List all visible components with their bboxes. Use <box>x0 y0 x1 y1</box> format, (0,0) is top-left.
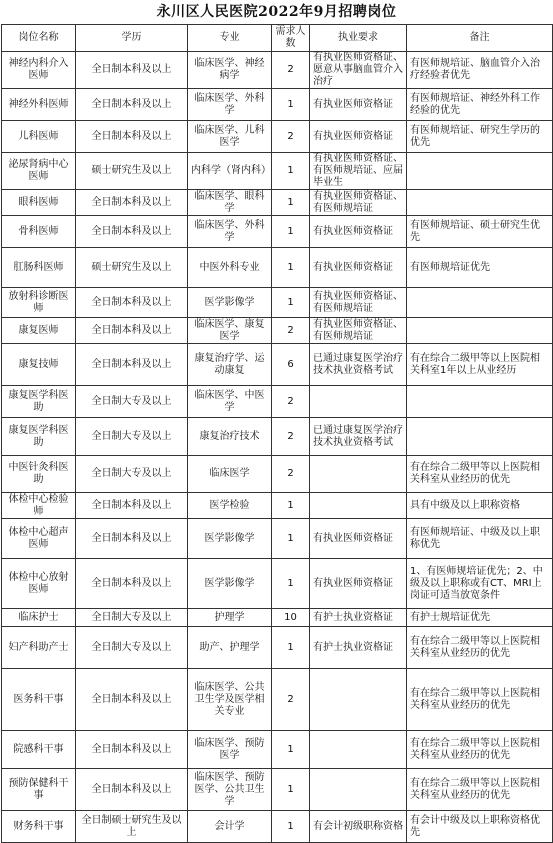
position-cell: 神经内科介入医师 <box>2 52 76 89</box>
position-cell: 体检中心超声医师 <box>2 519 76 559</box>
count-cell: 1 <box>272 153 310 190</box>
position-cell: 预防保健科干事 <box>2 769 76 811</box>
education-cell: 全日制大专及以上 <box>76 386 188 418</box>
position-cell: 体检中心检验师 <box>2 493 76 519</box>
education-cell: 全日制本科及以上 <box>76 559 188 609</box>
major-cell: 临床医学、公共卫生学及医学相关专业 <box>188 669 272 731</box>
note-cell: 有医师规培证、脑血管介入治疗经验者优先 <box>407 52 553 89</box>
note-cell: 有在综合二级甲等以上医院相关科室从业经历的优先 <box>407 669 553 731</box>
col-header-count: 需求人数 <box>272 25 310 52</box>
requirement-cell <box>310 731 407 769</box>
position-cell: 放射科诊断医师 <box>2 288 76 318</box>
job-table <box>1 24 553 843</box>
education-cell: 硕士研究生及以上 <box>76 248 188 288</box>
count-cell: 2 <box>272 418 310 456</box>
count-cell: 1 <box>272 559 310 609</box>
table-row <box>2 493 553 519</box>
requirement-cell: 有会计初级职称资格 <box>310 811 407 843</box>
table-row <box>2 418 553 456</box>
note-cell: 有护士规培证优先 <box>407 609 553 627</box>
count-cell: 1 <box>272 731 310 769</box>
count-cell: 1 <box>272 89 310 121</box>
table-row <box>2 248 553 288</box>
position-cell: 泌尿肾病中心医师 <box>2 153 76 190</box>
table-row <box>2 519 553 559</box>
major-cell: 康复治疗技术 <box>188 418 272 456</box>
position-cell: 神经外科医师 <box>2 89 76 121</box>
requirement-cell: 有执业医师资格证 <box>310 248 407 288</box>
table-row <box>2 627 553 669</box>
position-cell: 康复医师 <box>2 318 76 344</box>
requirement-cell: 有执业医师资格证 <box>310 559 407 609</box>
major-cell: 医学影像学 <box>188 288 272 318</box>
major-cell: 临床医学、外科学 <box>188 89 272 121</box>
major-cell: 内科学（肾内科） <box>188 153 272 190</box>
education-cell: 全日制大专及以上 <box>76 627 188 669</box>
requirement-cell: 已通过康复医学治疗技术执业资格考试 <box>310 418 407 456</box>
position-cell: 骨科医师 <box>2 216 76 248</box>
note-cell: 有医师规培证、中级及以上职称优先 <box>407 519 553 559</box>
table-row <box>2 52 553 89</box>
position-cell: 康复技师 <box>2 344 76 386</box>
major-cell: 康复治疗学、运动康复 <box>188 344 272 386</box>
table-row <box>2 318 553 344</box>
count-cell: 2 <box>272 121 310 153</box>
major-cell: 医学影像学 <box>188 559 272 609</box>
requirement-cell: 有执业医师资格证、有医师规培证 <box>310 288 407 318</box>
requirement-cell <box>310 456 407 493</box>
position-cell: 妇产科助产士 <box>2 627 76 669</box>
table-row <box>2 669 553 731</box>
count-cell: 1 <box>272 216 310 248</box>
requirement-cell: 已通过康复医学治疗技术执业资格考试 <box>310 344 407 386</box>
requirement-cell: 有执业医师资格证、有医师规培证 <box>310 318 407 344</box>
education-cell: 全日制本科及以上 <box>76 216 188 248</box>
education-cell: 全日制本科及以上 <box>76 190 188 216</box>
note-cell: 有在综合二级甲等以上医院相关科室从业经历的优先 <box>407 456 553 493</box>
count-cell: 2 <box>272 669 310 731</box>
note-cell: 1、有医师规培证优先；2、中级及以上职称或有CT、MRI上岗证可适当放宽条件 <box>407 559 553 609</box>
major-cell: 助产、护理学 <box>188 627 272 669</box>
note-cell: 具有中级及以上职称资格 <box>407 493 553 519</box>
position-cell: 康复医学科医助 <box>2 418 76 456</box>
education-cell: 全日制本科及以上 <box>76 121 188 153</box>
count-cell: 6 <box>272 344 310 386</box>
major-cell: 临床医学、预防医学、公共卫生学 <box>188 769 272 811</box>
note-cell: 有在综合二级甲等以上医院相关科室从业经历的优先 <box>407 627 553 669</box>
col-header-major: 专业 <box>188 25 272 52</box>
requirement-cell: 有执业医师资格证、有医师规培证 <box>310 190 407 216</box>
education-cell: 全日制本科及以上 <box>76 669 188 731</box>
table-row <box>2 153 553 190</box>
table-row <box>2 190 553 216</box>
col-header-note: 备注 <box>407 25 553 52</box>
major-cell: 临床医学、康复医学 <box>188 318 272 344</box>
major-cell: 临床医学、儿科医学 <box>188 121 272 153</box>
requirement-cell <box>310 386 407 418</box>
requirement-cell <box>310 769 407 811</box>
count-cell: 1 <box>272 190 310 216</box>
requirement-cell: 有执业医师资格证 <box>310 121 407 153</box>
count-cell: 2 <box>272 52 310 89</box>
major-cell: 临床医学、预防医学 <box>188 731 272 769</box>
note-cell: 有医师规培证、硕士研究生优先 <box>407 216 553 248</box>
note-cell <box>407 190 553 216</box>
note-cell <box>407 318 553 344</box>
major-cell: 护理学 <box>188 609 272 627</box>
page-title: 永川区人民医院2022年9月招聘岗位 <box>156 4 397 20</box>
major-cell: 临床医学 <box>188 456 272 493</box>
position-cell: 肛肠科医师 <box>2 248 76 288</box>
requirement-cell: 有执业医师资格证、有医师规培证、应届毕业生 <box>310 153 407 190</box>
table-row <box>2 89 553 121</box>
col-header-requirement: 执业要求 <box>310 25 407 52</box>
count-cell: 1 <box>272 769 310 811</box>
col-header-position: 岗位名称 <box>2 25 76 52</box>
note-cell <box>407 288 553 318</box>
major-cell: 临床医学、神经病学 <box>188 52 272 89</box>
major-cell: 医学影像学 <box>188 519 272 559</box>
count-cell: 1 <box>272 811 310 843</box>
position-cell: 临床护士 <box>2 609 76 627</box>
table-row <box>2 769 553 811</box>
education-cell: 全日制大专及以上 <box>76 456 188 493</box>
table-row <box>2 811 553 843</box>
note-cell: 有医师规培证、神经外科工作经验的优先 <box>407 89 553 121</box>
major-cell: 中医外科专业 <box>188 248 272 288</box>
note-cell: 有医师规培证、研究生学历的优先 <box>407 121 553 153</box>
table-row <box>2 344 553 386</box>
col-header-education: 学历 <box>76 25 188 52</box>
header-row <box>2 25 553 52</box>
education-cell: 全日制本科及以上 <box>76 493 188 519</box>
position-cell: 医务科干事 <box>2 669 76 731</box>
education-cell: 全日制本科及以上 <box>76 769 188 811</box>
education-cell: 全日制硕士研究生及以上 <box>76 811 188 843</box>
position-cell: 院感科干事 <box>2 731 76 769</box>
education-cell: 全日制大专及以上 <box>76 418 188 456</box>
education-cell: 全日制本科及以上 <box>76 731 188 769</box>
table-body <box>2 52 553 843</box>
note-cell <box>407 153 553 190</box>
count-cell: 2 <box>272 386 310 418</box>
education-cell: 全日制本科及以上 <box>76 288 188 318</box>
education-cell: 硕士研究生及以上 <box>76 153 188 190</box>
requirement-cell: 有执业医师资格证 <box>310 89 407 121</box>
table-row <box>2 456 553 493</box>
table-row <box>2 559 553 609</box>
major-cell: 医学检验 <box>188 493 272 519</box>
position-cell: 康复医学科医助 <box>2 386 76 418</box>
position-cell: 眼科医师 <box>2 190 76 216</box>
requirement-cell: 有执业医师资格证 <box>310 519 407 559</box>
position-cell: 体检中心放射医师 <box>2 559 76 609</box>
table-row <box>2 121 553 153</box>
requirement-cell: 有执业医师资格证 <box>310 216 407 248</box>
education-cell: 全日制本科及以上 <box>76 52 188 89</box>
note-cell: 有医师规培证优先 <box>407 248 553 288</box>
position-cell: 财务科干事 <box>2 811 76 843</box>
requirement-cell <box>310 493 407 519</box>
requirement-cell <box>310 669 407 731</box>
count-cell: 1 <box>272 493 310 519</box>
table-row <box>2 609 553 627</box>
requirement-cell: 有执业医师资格证、愿意从事脑血管介入治疗 <box>310 52 407 89</box>
table-row <box>2 288 553 318</box>
position-cell: 儿科医师 <box>2 121 76 153</box>
education-cell: 全日制本科及以上 <box>76 89 188 121</box>
education-cell: 全日制本科及以上 <box>76 318 188 344</box>
count-cell: 10 <box>272 609 310 627</box>
major-cell: 临床医学、中医学 <box>188 386 272 418</box>
note-cell: 有在综合二级甲等以上医院相关科室1年以上从业经历 <box>407 344 553 386</box>
count-cell: 2 <box>272 456 310 493</box>
major-cell: 会计学 <box>188 811 272 843</box>
education-cell: 全日制本科及以上 <box>76 344 188 386</box>
major-cell: 临床医学、眼科学 <box>188 190 272 216</box>
count-cell: 2 <box>272 318 310 344</box>
note-cell: 有在综合二级甲等以上医院相关科室从业经历的优先 <box>407 769 553 811</box>
count-cell: 1 <box>272 248 310 288</box>
education-cell: 全日制大专及以上 <box>76 609 188 627</box>
count-cell: 1 <box>272 288 310 318</box>
education-cell: 全日制本科及以上 <box>76 519 188 559</box>
position-cell: 中医针灸科医助 <box>2 456 76 493</box>
table-row <box>2 731 553 769</box>
note-cell: 有在综合二级甲等以上医院相关科室从业经历的优先 <box>407 731 553 769</box>
table-row <box>2 216 553 248</box>
note-cell <box>407 418 553 456</box>
note-cell: 有会计中级及以上职称资格优先 <box>407 811 553 843</box>
note-cell <box>407 386 553 418</box>
requirement-cell: 有护士执业资格证 <box>310 627 407 669</box>
count-cell: 1 <box>272 627 310 669</box>
major-cell: 临床医学、外科学 <box>188 216 272 248</box>
count-cell: 1 <box>272 519 310 559</box>
requirement-cell: 有护士执业资格证 <box>310 609 407 627</box>
table-row <box>2 386 553 418</box>
